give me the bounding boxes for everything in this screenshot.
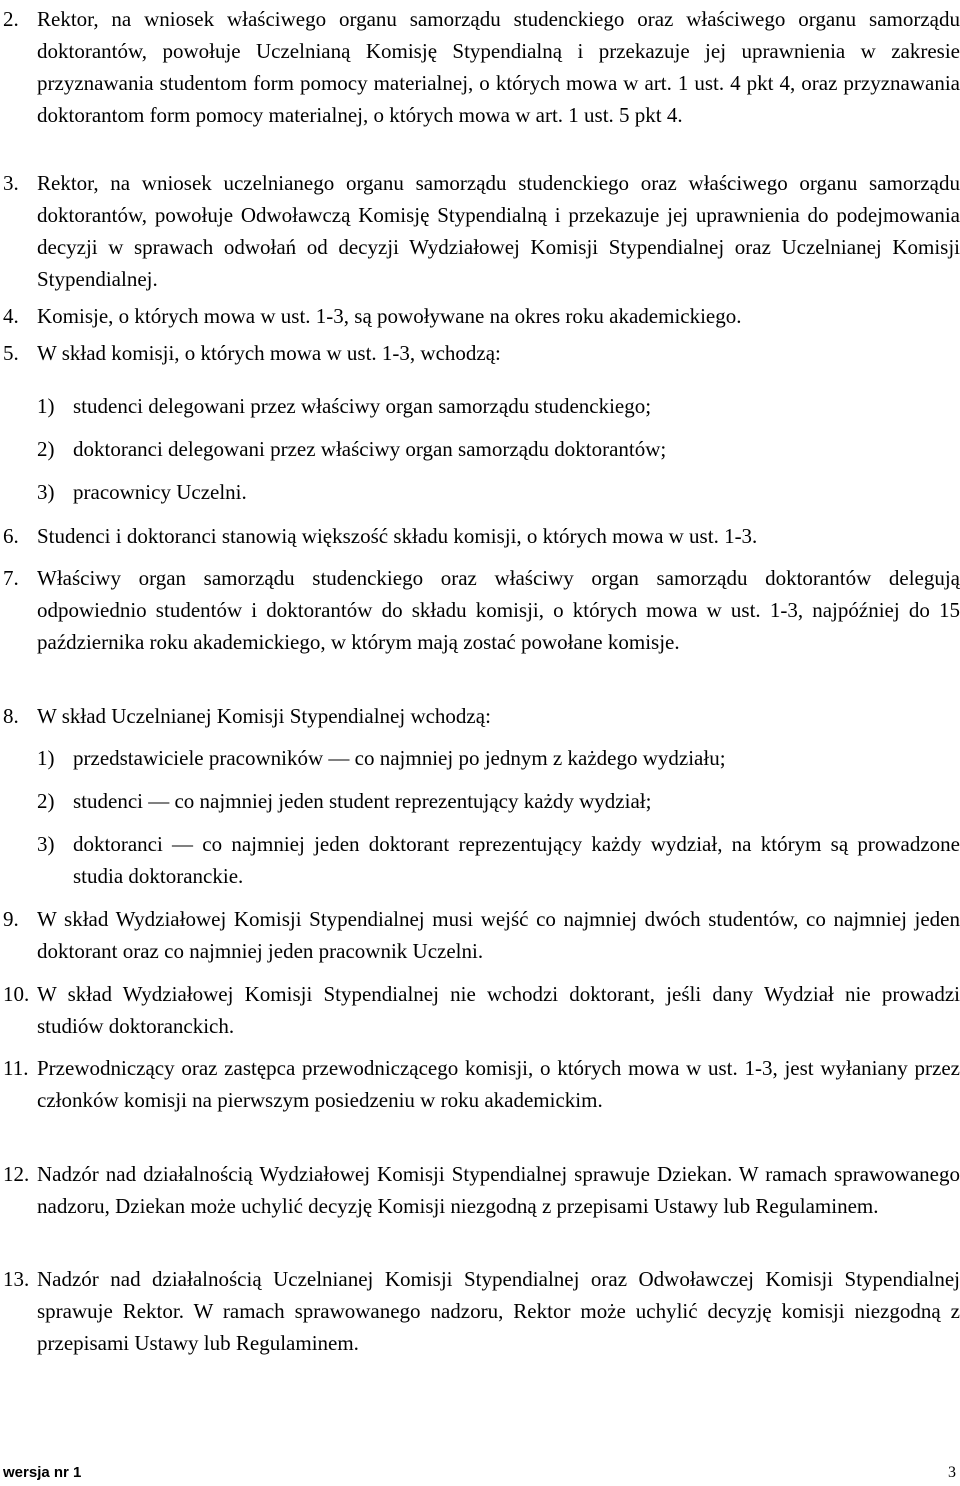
paragraph-number: 12. [3,1162,30,1186]
point-text: doktoranci — co najmniej jeden doktorant reprezentujący każdy wydział, na którym są prowadzone studia doktoranckie. [73,832,960,888]
paragraph-text: Przewodniczący oraz zastępca przewodniczącego komisji, o których mowa w ust. 1-3, jest wyłaniany przez członków komisji na pierwszym posiedzeniu w roku akademickim. [37,1056,960,1112]
paragraph-2 [3,3,960,131]
paragraph-number: 4. [3,304,19,328]
point-text: doktoranci delegowani przez właściwy organ samorządu doktorantów; [73,437,667,461]
point-text: studenci — co najmniej jeden student reprezentujący każdy wydział; [73,789,652,813]
paragraph-5-point-1 [37,390,960,422]
paragraph-text: Rektor, na wniosek uczelnianego organu samorządu studenckiego oraz właściwego organu samorządu doktorantów, powołuje Odwoławczą Komisję Stypendialną i przekazuje jej uprawnienia do podejmowania decyzji w sprawach odwołań od decyzji Wydziałowej Komisji Stypendialnej oraz Uczelnianej Komisji Stypendialnej. [37,171,960,291]
paragraph-11 [3,1052,960,1116]
paragraph-8-point-3 [37,828,960,892]
point-number: 3) [37,832,55,856]
paragraph-text: Studenci i doktoranci stanowią większość składu komisji, o których mowa w ust. 1-3. [37,524,758,548]
paragraph-4 [3,300,960,332]
paragraph-13 [3,1263,960,1359]
point-text: pracownicy Uczelni. [73,480,247,504]
paragraph-text: Nadzór nad działalnością Wydziałowej Komisji Stypendialnej sprawuje Dziekan. W ramach sprawowanego nadzoru, Dziekan może uchylić decyzję Komisji niezgodną z przepisami Ustawy lub Regulaminem. [37,1162,960,1218]
point-number: 2) [37,789,55,813]
paragraph-text: Nadzór nad działalnością Uczelnianej Komisji Stypendialnej oraz Odwoławczej Komisji Stypendialnej sprawuje Rektor. W ramach sprawowanego nadzoru, Rektor może uchylić decyzję komisji niezgodną z przepisami Ustawy lub Regulaminem. [37,1267,960,1355]
paragraph-number: 8. [3,704,19,728]
paragraph-6 [3,520,960,552]
point-number: 1) [37,746,55,770]
paragraph-12 [3,1158,960,1222]
paragraph-number: 6. [3,524,19,548]
paragraph-8-point-2 [37,785,960,817]
footer-version: wersja nr 1 [3,1464,82,1481]
paragraph-number: 9. [3,907,19,931]
paragraph-7 [3,562,960,658]
point-number: 1) [37,394,55,418]
paragraph-number: 10. [3,982,30,1006]
paragraph-5-point-2 [37,433,960,465]
point-number: 2) [37,437,55,461]
paragraph-number: 11. [3,1056,29,1080]
paragraph-number: 3. [3,171,19,195]
paragraph-5 [3,337,960,369]
paragraph-3 [3,167,960,295]
paragraph-number: 7. [3,566,19,590]
paragraph-number: 2. [3,7,19,31]
paragraph-text: W skład Wydziałowej Komisji Stypendialnej nie wchodzi doktorant, jeśli dany Wydział nie prowadzi studiów doktoranckich. [37,982,960,1038]
footer-page-number: 3 [948,1464,956,1481]
paragraph-text: Komisje, o których mowa w ust. 1-3, są powoływane na okres roku akademickiego. [37,304,742,328]
paragraph-text: W skład komisji, o których mowa w ust. 1-3, wchodzą: [37,341,501,365]
paragraph-text: W skład Wydziałowej Komisji Stypendialnej musi wejść co najmniej dwóch studentów, co najmniej jeden doktorant oraz co najmniej jeden pracownik Uczelni. [37,907,960,963]
paragraph-9 [3,903,960,967]
paragraph-5-point-3 [37,476,960,508]
paragraph-8-point-1 [37,742,960,774]
paragraph-text: W skład Uczelnianej Komisji Stypendialnej wchodzą: [37,704,491,728]
paragraph-text: Rektor, na wniosek właściwego organu samorządu studenckiego oraz właściwego organu samorządu doktorantów, powołuje Uczelnianą Komisję Stypendialną i przekazuje jej uprawnienia w zakresie przyznawania studentom form pomocy materialnej, o których mowa w art. 1 ust. 4 pkt 4, oraz przyznawania doktorantom form pomocy materialnej, o których mowa w art. 1 ust. 5 pkt 4. [37,7,960,127]
paragraph-number: 13. [3,1267,30,1291]
point-text: studenci delegowani przez właściwy organ samorządu studenckiego; [73,394,652,418]
paragraph-number: 5. [3,341,19,365]
paragraph-text: Właściwy organ samorządu studenckiego oraz właściwy organ samorządu doktorantów delegują odpowiednio studentów i doktorantów do składu komisji, o których mowa w ust. 1-3, najpóźniej do 15 października roku akademickiego, w którym mają zostać powołane komisje. [37,566,960,654]
point-text: przedstawiciele pracowników — co najmniej po jednym z każdego wydziału; [73,746,726,770]
paragraph-10 [3,978,960,1042]
paragraph-8 [3,700,960,732]
point-number: 3) [37,480,55,504]
